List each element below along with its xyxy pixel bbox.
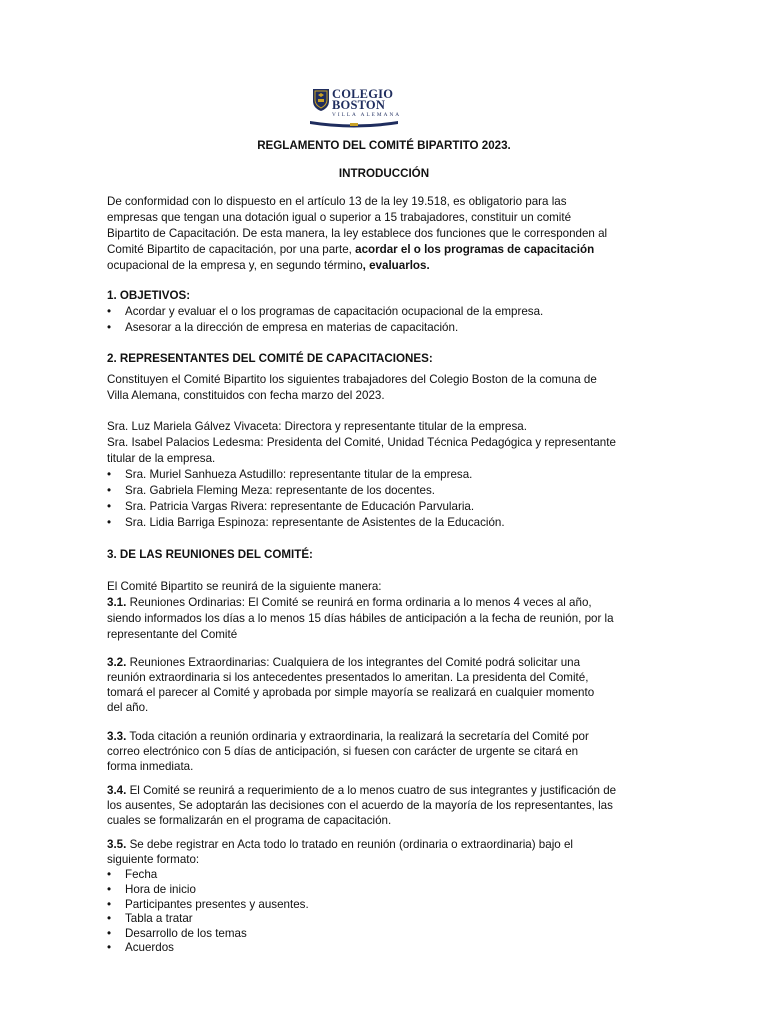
- logo-band-decoration: [310, 119, 398, 128]
- paragraph-3-3-line: forma inmediata.: [107, 760, 194, 773]
- document-title: REGLAMENTO DEL COMITÉ BIPARTITO 2023.: [257, 139, 511, 152]
- paragraph-number: 3.1.: [107, 596, 127, 609]
- paragraph-3-2-line: del año.: [107, 701, 149, 714]
- intro-text: ocupacional de la empresa y, en segundo término: [107, 259, 363, 272]
- intro-line: [107, 242, 594, 257]
- logo-subtitle: VILLA ALEMANA: [332, 112, 402, 118]
- intro-line: De conformidad con lo dispuesto en el artículo 13 de la ley 19.518, es obligatorio para las: [107, 195, 567, 208]
- paragraph-3-4-line: los ausentes, Se adoptarán las decisiones con el acuerdo de la mayoría de los representantes, las: [107, 799, 613, 812]
- intro-line: empresas que tengan una dotación igual o superior a 15 trabajadores, constituir un comité: [107, 211, 572, 224]
- bullet-icon: •: [107, 305, 112, 318]
- paragraph-3-5-line: siguiente formato:: [107, 853, 200, 866]
- paragraph-3-2-line: 3.2. Reuniones Extraordinarias: Cualquiera de los integrantes del Comité podrá solicitar una: [107, 656, 581, 669]
- bullet-icon: •: [107, 898, 112, 911]
- intro-text: Comité Bipartito de capacitación, por una parte,: [107, 243, 356, 256]
- member-line: titular de la empresa.: [107, 452, 216, 465]
- paragraph-3-5-line: 3.5. Se debe registrar en Acta todo lo tratado en reunión (ordinaria o extraordinaria) bajo el: [107, 838, 573, 851]
- bullet-icon: •: [107, 883, 112, 896]
- paragraph-3-1-line: representante del Comité: [107, 628, 238, 641]
- paragraph-3-4-line: cuales se formalizarán en el programa de capacitación.: [107, 814, 392, 827]
- colegio-boston-logo: [308, 86, 400, 132]
- school-crest-icon: [312, 88, 330, 112]
- paragraph-3-3-line: 3.3. Toda citación a reunión ordinaria y extraordinaria, la realizará la secretaría del Comité por: [107, 730, 589, 743]
- paragraph-3-1-line: 3.1. Reuniones Ordinarias: El Comité se reunirá en forma ordinaria a lo menos 4 veces al año,: [107, 596, 592, 609]
- bullet-icon: •: [107, 927, 112, 940]
- paragraph-number: 3.4.: [107, 784, 127, 797]
- document-page: COLEGIO BOSTON VILLA ALEMANA REGLAMENTO DEL COMITÉ BIPARTITO 2023. INTRODUCCIÓN De conformidad con lo dispuesto en el artículo 13 de la ley 19.518, es obligatorio para las empresas que tengan una dotación igual o superior a 15 trabajadores, constituir un comité Bipartito de Capacitación. De esta manera, la ley establece dos funciones que le corresponden al Comité Bipartito de capacitación, por una parte, acordar el o los programas de capacitación ocupacional de la empresa y, en segundo término, evaluarlos. 1. OBJETIVOS: • Acordar y evaluar el o los programas de capacitación ocupacional de la empresa. • Asesorar a la dirección de empresa en materias de capacitación. 2. REPRESENTANTES DEL COMITÉ DE CAPACITACIONES: Constituyen el Comité Bipartito los siguientes trabajadores del Colegio Boston de la comuna de Villa Alemana, constituidos con fecha marzo del 2023. Sra. Luz Mariela Gálvez Vivaceta: Directora y representante titular de la empresa. Sra. Isabel Palacios Ledesma: Presidenta del Comité, Unidad Técnica Pedagógica y representante titular de la empresa. • Sra. Muriel Sanhueza Astudillo: representante titular de la empresa. • Sra. Gabriela Fleming Meza: representante de los docentes. • Sra. Patricia Vargas Rivera: representante de Educación Parvularia. • Sra. Lidia Barriga Espinoza: representante de Asistentes de la Educación. 3. DE LAS REUNIONES DEL COMITÉ: El Comité Bipartito se reunirá de la siguiente manera: 3.1. Reuniones Ordinarias: El Comité se reunirá en forma ordinaria a lo menos 4 veces al año, siendo informados los días a lo menos 15 días hábiles de anticipación a la fecha de reunión, por la representante del Comité 3.2. Reuniones Extraordinarias: Cualquiera de los integrantes del Comité podrá solicitar una reunión extraordinaria si los antecedentes presentados lo ameritan. La presidenta del Comité, tomará el parecer al Comité y aprobada por simple mayoría se realizará en cualquier momento del año. 3.3. Toda citación a reunión ordinaria y extraordinaria, la realizará la secretaría del Comité por correo electrónico con 5 días de anticipación, si fuesen con carácter de urgente se citará en forma inmediata. 3.4. El Comité se reunirá a requerimiento de a lo menos cuatro de sus integrantes y justificación de los ausentes, Se adoptarán las decisiones con el acuerdo de la mayoría de los representantes, las cuales se formalizarán en el programa de capacitación. 3.5. Se debe registrar en Acta todo lo tratado en reunión (ordinaria o extraordinaria) bajo el siguiente formato: • Fecha • Hora de inicio • Participantes presentes y ausentes. • Tabla a tratar • Desarrollo de los temas • Acuerdos: [0, 0, 768, 1024]
- section-2-heading: 2. REPRESENTANTES DEL COMITÉ DE CAPACITACIONES:: [107, 352, 433, 365]
- paragraph-3-2-line: reunión extraordinaria si los antecedentes presentados lo ameritan. La presidenta del Comité,: [107, 671, 589, 684]
- paragraph-number: 3.3.: [107, 730, 127, 743]
- bullet-icon: •: [107, 912, 112, 925]
- bullet-icon: •: [107, 500, 112, 513]
- paragraph-3-3-line: correo electrónico con 5 días de anticipación, si fuesen con carácter de urgente se citará en: [107, 745, 579, 758]
- bullet-icon: •: [107, 868, 112, 881]
- logo-name-line1: COLEGIO: [332, 87, 394, 101]
- intro-emphasis: acordar el o los programas de capacitación: [355, 243, 595, 256]
- intro-line: Bipartito de Capacitación. De esta manera, la ley establece dos funciones que le corresponden al: [107, 227, 608, 240]
- intro-heading: INTRODUCCIÓN: [338, 167, 430, 180]
- paragraph-number: 3.2.: [107, 656, 127, 669]
- paragraph-3-4-line: 3.4. El Comité se reunirá a requerimiento de a lo menos cuatro de sus integrantes y justificación de: [107, 784, 617, 797]
- member-line: Sra. Luz Mariela Gálvez Vivaceta: Directora y representante titular de la empresa.: [107, 420, 527, 433]
- section-1-heading: 1. OBJETIVOS:: [107, 289, 191, 302]
- bullet-icon: •: [107, 468, 112, 481]
- section-2-paragraph-line: Constituyen el Comité Bipartito los siguientes trabajadores del Colegio Boston de la comuna de: [107, 373, 597, 386]
- section-2-paragraph-line: Villa Alemana, constituidos con fecha marzo del 2023.: [107, 389, 385, 402]
- paragraph-3-1-line: siendo informados los días a lo menos 15 días hábiles de anticipación a la fecha de reunión, por la: [107, 612, 614, 625]
- section-3-heading: 3. DE LAS REUNIONES DEL COMITÉ:: [107, 548, 313, 561]
- bullet-icon: •: [107, 516, 112, 529]
- logo-name-line2: BOSTON: [332, 98, 386, 112]
- section-3-intro: El Comité Bipartito se reunirá de la siguiente manera:: [107, 580, 382, 593]
- paragraph-number: 3.5.: [107, 838, 127, 851]
- member-line: Sra. Isabel Palacios Ledesma: Presidenta del Comité, Unidad Técnica Pedagógica y representante: [107, 436, 616, 449]
- bullet-icon: •: [107, 941, 112, 954]
- paragraph-3-2-line: tomará el parecer al Comité y aprobada por simple mayoría se realizará en cualquier momento: [107, 686, 595, 699]
- intro-line: [107, 258, 430, 273]
- bullet-icon: •: [107, 484, 112, 497]
- intro-emphasis: , evaluarlos.: [362, 259, 430, 272]
- bullet-icon: •: [107, 321, 112, 334]
